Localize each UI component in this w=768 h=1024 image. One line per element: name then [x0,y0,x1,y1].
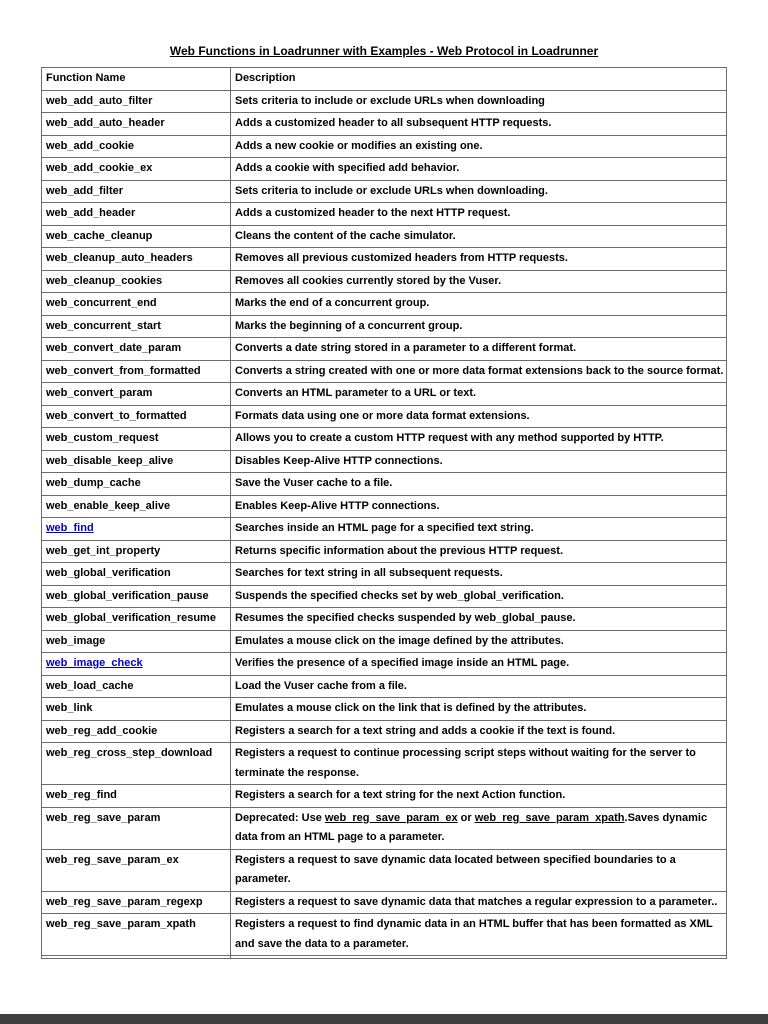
description-cell: Load the Vuser cache from a file. [231,675,727,698]
description-cell: Registers a search for a text string for the next Action function. [231,785,727,808]
description-cell: Cleans the content of the cache simulator. [231,225,727,248]
function-name: web_reg_find [46,789,117,801]
function-name-link[interactable]: web_image_check [46,657,143,669]
function-name-cell [42,675,231,698]
description-cell: Marks the beginning of a concurrent group. [231,315,727,338]
function-reference: web_reg_save_param_ex [324,811,458,824]
function-name-cell [42,720,231,743]
table-row [42,630,727,653]
table-header-row [42,68,727,91]
description-cell: Converts a string created with one or more data format extensions back to the source format. [231,360,727,383]
function-name-cell [42,90,231,113]
function-name-cell [42,518,231,541]
function-name-cell [42,743,231,785]
column-header-function-name: Function Name [42,68,231,91]
table-row [42,540,727,563]
description-cell: Sets criteria to include or exclude URLs when downloading [231,90,727,113]
table-row [42,360,727,383]
description-cell: Removes all cookies currently stored by the Vuser. [231,270,727,293]
table-row [42,383,727,406]
function-name: web_reg_cross_step_download [46,747,213,759]
table-row [42,608,727,631]
function-name: web_reg_save_param [46,811,161,824]
description-cell: Removes all previous customized headers from HTTP requests. [231,248,727,271]
table-row [42,450,727,473]
function-name: web_custom_request [46,432,159,444]
function-name: web_convert_to_formatted [46,409,187,422]
function-name: web_convert_date_param [46,342,182,354]
table-row [42,518,727,541]
function-name-cell [42,698,231,721]
function-name: web_convert_param [46,387,153,399]
table-row [42,495,727,518]
function-name-cell [42,360,231,383]
function-name: web_add_cookie [46,139,135,152]
description-cell: Adds a new cookie or modifies an existing one. [231,135,727,158]
function-name-cell [42,473,231,496]
function-name: web_enable_keep_alive [46,499,171,512]
function-name-cell [42,891,231,914]
table-row [42,428,727,451]
function-name: web_reg_save_param_xpath [46,918,196,930]
table-row [42,405,727,428]
function-name-cell [42,495,231,518]
function-name: web_add_auto_header [46,117,165,129]
table-row [42,113,727,136]
function-name: web_disable_keep_alive [46,454,174,467]
description-cell: Registers a request to save dynamic data that matches a regular expression to a parameter.. [231,891,727,914]
table-row [42,338,727,361]
function-name: web_image [46,634,106,647]
function-name-cell [42,113,231,136]
function-name-cell [42,785,231,808]
description-cell [231,956,727,959]
function-name-cell [42,383,231,406]
function-name-cell [42,338,231,361]
description-cell: Adds a customized header to all subsequent HTTP requests. [231,113,727,136]
function-name: web_dump_cache [46,477,141,489]
function-name-cell [42,849,231,891]
table-row [42,180,727,203]
function-name: web_cleanup_cookies [46,274,163,287]
table-row [42,293,727,316]
function-name: web_reg_add_cookie [46,724,158,737]
function-name-cell [42,315,231,338]
function-name-cell [42,248,231,271]
function-name-cell [42,807,231,849]
table-row [42,743,727,785]
function-name-cell [42,653,231,676]
column-header-description: Description [231,68,727,91]
table-row [42,720,727,743]
function-name: web_get_int_property [46,544,161,557]
description-cell: Allows you to create a custom HTTP request with any method supported by HTTP. [231,428,727,451]
function-name-cell [42,608,231,631]
table-row [42,807,727,849]
function-name-link[interactable]: web_find [46,522,94,534]
description-cell [231,807,727,849]
function-name-cell [42,540,231,563]
function-name: web_add_auto_filter [46,94,153,107]
table-row [42,248,727,271]
table-row [42,473,727,496]
function-name: web_global_verification_resume [46,612,216,624]
table-row [42,585,727,608]
description-cell: Adds a customized header to the next HTTP request. [231,203,727,226]
description-cell: Save the Vuser cache to a file. [231,473,727,496]
description-cell: Enables Keep-Alive HTTP connections. [231,495,727,518]
function-name: web_concurrent_end [46,297,157,309]
description-cell: Disables Keep-Alive HTTP connections. [231,450,727,473]
table-row [42,158,727,181]
function-name: web_concurrent_start [46,319,161,332]
description-text: .Saves dynamic data from an HTML page to a parameter. [235,811,708,843]
description-cell: Marks the end of a concurrent group. [231,293,727,316]
description-text: or [457,811,475,824]
function-name: web_global_verification [46,567,171,579]
function-name-cell [42,180,231,203]
description-cell: Suspends the specified checks set by web_global_verification. [231,585,727,608]
description-text: Deprecated: Use [235,811,325,824]
function-name: web_global_verification_pause [46,589,209,602]
function-name: web_convert_from_formatted [46,364,201,377]
table-row [42,698,727,721]
table-row [42,891,727,914]
table-row [42,653,727,676]
function-name-cell [42,225,231,248]
table-row [42,675,727,698]
table-row [42,270,727,293]
function-name: web_add_header [46,207,136,219]
function-name-cell [42,450,231,473]
description-cell: Verifies the presence of a specified image inside an HTML page. [231,653,727,676]
function-name-cell [42,428,231,451]
table-row [42,956,727,959]
description-cell: Registers a request to find dynamic data in an HTML buffer that has been formatted as XML and save the data to a parameter. [231,914,727,956]
table-row [42,225,727,248]
table-row [42,90,727,113]
table-row [42,849,727,891]
description-cell: Emulates a mouse click on the image defined by the attributes. [231,630,727,653]
function-name-cell [42,203,231,226]
function-name: web_add_filter [46,184,124,197]
function-name: web_load_cache [46,679,134,692]
description-cell: Formats data using one or more data format extensions. [231,405,727,428]
function-name-cell [42,630,231,653]
description-cell: Searches inside an HTML page for a specified text string. [231,518,727,541]
function-name-cell [42,158,231,181]
function-name-cell [42,914,231,956]
function-name-cell [42,405,231,428]
description-cell: Emulates a mouse click on the link that is defined by the attributes. [231,698,727,721]
function-name: web_cleanup_auto_headers [46,252,193,264]
table-row [42,785,727,808]
function-name-cell [42,293,231,316]
description-cell: Registers a request to continue processing script steps without waiting for the server to terminate the response. [231,743,727,785]
table-row [42,914,727,956]
page-title: Web Functions in Loadrunner with Examples - Web Protocol in Loadrunner [169,44,599,58]
description-cell: Registers a search for a text string and adds a cookie if the text is found. [231,720,727,743]
table-row [42,563,727,586]
description-cell: Returns specific information about the previous HTTP request. [231,540,727,563]
function-name-cell [42,563,231,586]
function-name-cell [42,270,231,293]
description-cell: Resumes the specified checks suspended by web_global_pause. [231,608,727,631]
function-name: web_link [46,702,93,714]
function-name-cell [42,956,231,959]
function-name: web_cache_cleanup [46,229,153,242]
function-name: web_add_cookie_ex [46,162,153,174]
viewer-bottom-bar [0,1014,768,1024]
function-reference: web_reg_save_param_xpath [474,811,625,824]
functions-table [41,67,727,959]
table-row [42,203,727,226]
function-name-cell [42,135,231,158]
function-name-cell [42,585,231,608]
function-name: web_reg_save_param_regexp [46,895,203,908]
description-cell: Sets criteria to include or exclude URLs when downloading. [231,180,727,203]
description-cell: Adds a cookie with specified add behavior. [231,158,727,181]
description-cell: Converts a date string stored in a parameter to a different format. [231,338,727,361]
function-name: web_reg_save_param_ex [46,853,179,866]
table-row [42,315,727,338]
table-row [42,135,727,158]
description-cell: Converts an HTML parameter to a URL or text. [231,383,727,406]
description-cell: Searches for text string in all subsequent requests. [231,563,727,586]
description-cell: Registers a request to save dynamic data located between specified boundaries to a parameter. [231,849,727,891]
